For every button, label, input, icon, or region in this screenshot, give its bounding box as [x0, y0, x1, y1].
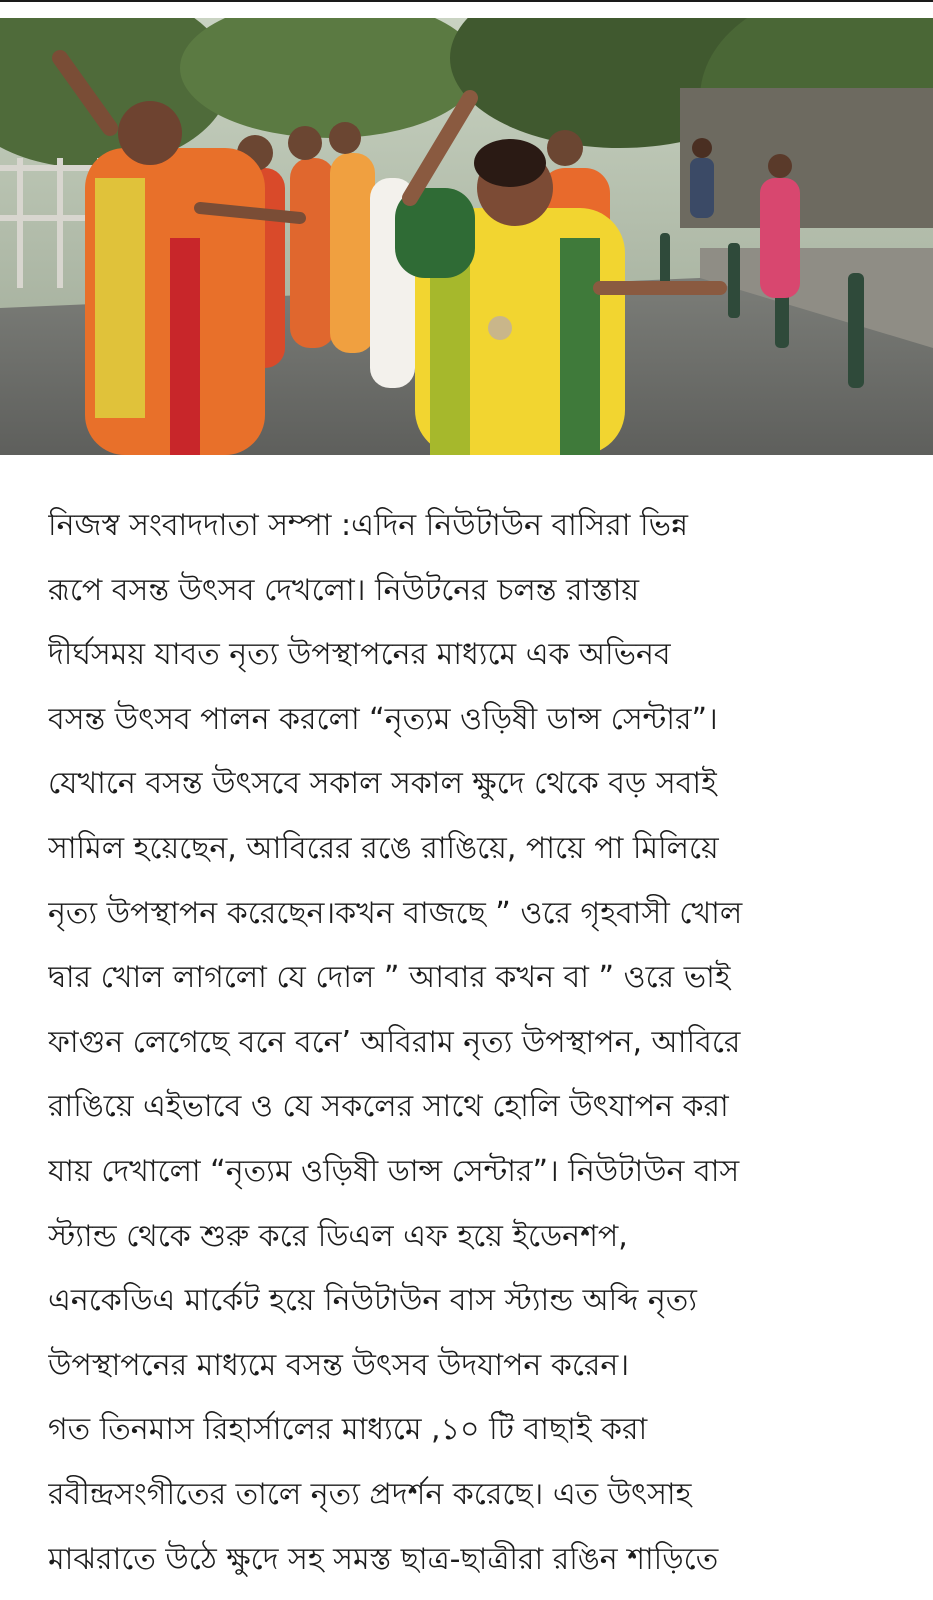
article-line: ফাগুন লেগেছে বনে বনে’ অবিরাম নৃত্য উপস্থাপন, আবিরে	[48, 1024, 741, 1060]
article-photo	[0, 18, 933, 455]
article-line: মাঝরাতে উঠে ক্ষুদে সহ সমস্ত ছাত্র-ছাত্রীরা রঙিন শাড়িতে	[48, 1541, 719, 1577]
article-line: উপস্থাপনের মাধ্যমে বসন্ত উৎসব উদযাপন করেন।	[48, 1347, 630, 1383]
article-line: যায় দেখালো “নৃত্যম ওড়িষী ডান্স সেন্টার”। নিউটাউন বাস	[48, 1153, 740, 1189]
article-line: দ্বার খোল লাগলো যে দোল ” আবার কখন বা ” ওরে ভাই	[48, 960, 731, 996]
article-body	[48, 508, 913, 1592]
article-line: রবীন্দ্রসংগীতের তালে নৃত্য প্রদর্শন করেছে। এত উৎসাহ	[48, 1476, 692, 1512]
article-line: বসন্ত উৎসব পালন করলো “নৃত্যম ওড়িষী ডান্স সেন্টার”।	[48, 701, 718, 737]
street-dance-photo	[0, 18, 933, 455]
article-line: নৃত্য উপস্থাপন করেছেন।কখন বাজছে ” ওরে গৃহবাসী খোল	[48, 895, 743, 931]
article-line: রাঙিয়ে এইভাবে ও যে সকলের সাথে হোলি উৎযাপন করা	[48, 1089, 729, 1125]
top-divider	[0, 0, 933, 2]
article-line: গত তিনমাস রিহার্সালের মাধ্যমে ,১০ টি বাছাই করা	[48, 1412, 648, 1448]
article-line: এনকেডিএ মার্কেট হয়ে নিউটাউন বাস স্ট্যান্ড অব্দি নৃত্য	[48, 1283, 697, 1319]
article-line: সামিল হয়েছেন, আবিরের রঙে রাঙিয়ে, পায়ে পা মিলিয়ে	[48, 830, 719, 866]
article-line: দীর্ঘসময় যাবত নৃত্য উপস্থাপনের মাধ্যমে এক অভিনব	[48, 637, 671, 673]
article-line: নিজস্ব সংবাদদাতা সম্পা :এদিন নিউটাউন বাসিরা ভিন্ন	[48, 508, 689, 543]
article-line: রূপে বসন্ত উৎসব দেখলো। নিউটনের চলন্ত রাস্তায়	[48, 572, 640, 608]
article-line: স্ট্যান্ড থেকে শুরু করে ডিএল এফ হয়ে ইডেনশপ,	[48, 1218, 628, 1254]
article-line: যেখানে বসন্ত উৎসবে সকাল সকাল ক্ষুদে থেকে বড় সবাই	[48, 766, 717, 802]
